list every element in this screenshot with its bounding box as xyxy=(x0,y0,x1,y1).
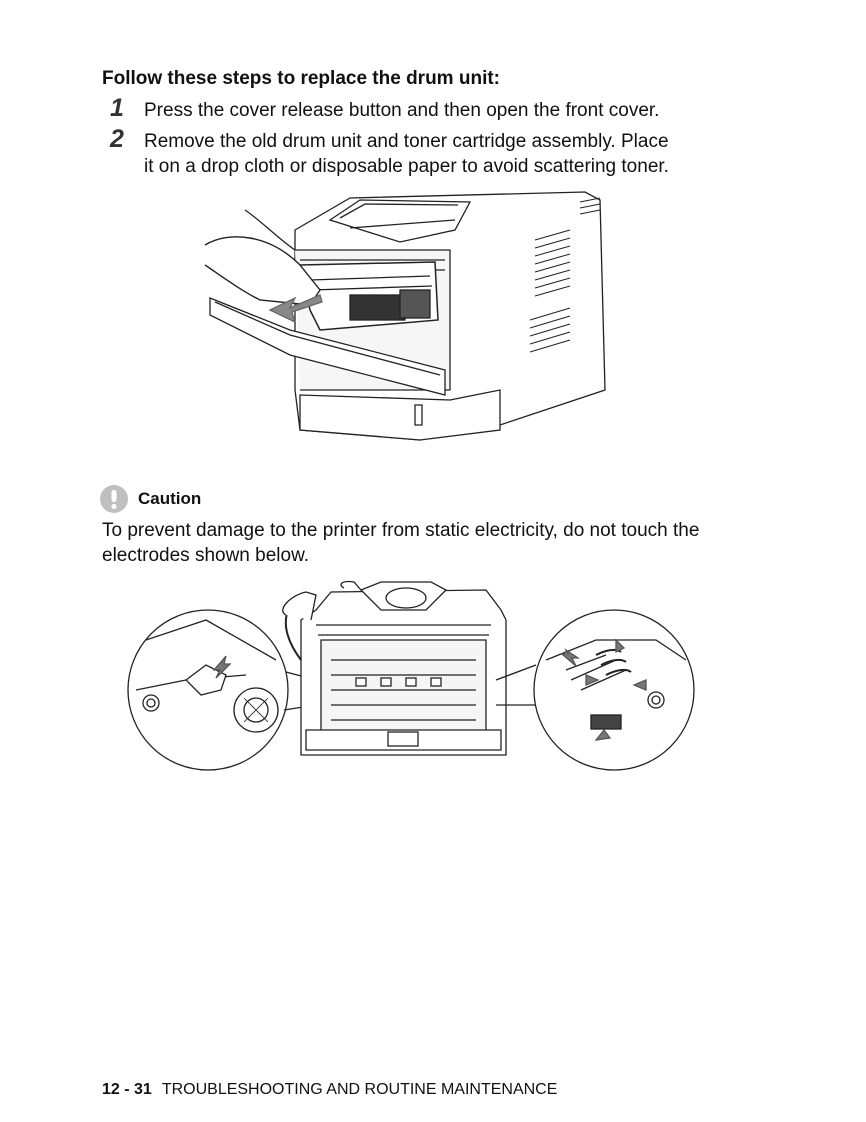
step-number: 1 xyxy=(110,94,124,122)
caution-text: To prevent damage to the printer from static electricity, do not touch the electrodes shown below. xyxy=(102,520,700,566)
electrodes-illustration xyxy=(126,580,698,776)
caution-label: Caution xyxy=(138,489,202,508)
step-number: 2 xyxy=(110,125,124,153)
section-heading: Follow these steps to replace the drum unit: xyxy=(102,68,500,89)
step-text-line: Remove the old drum unit and toner cartridge assembly. Place xyxy=(144,131,669,152)
page-footer xyxy=(102,1081,557,1099)
exclamation-icon xyxy=(100,485,128,513)
page-number: 12 - 31 xyxy=(102,1081,152,1098)
step-text-line: Press the cover release button and then open the front cover. xyxy=(144,100,660,121)
step-text-line: it on a drop cloth or disposable paper to avoid scattering toner. xyxy=(144,156,669,177)
section-title: TROUBLESHOOTING AND ROUTINE MAINTENANCE xyxy=(161,1081,558,1098)
drum-removal-illustration xyxy=(200,190,610,445)
